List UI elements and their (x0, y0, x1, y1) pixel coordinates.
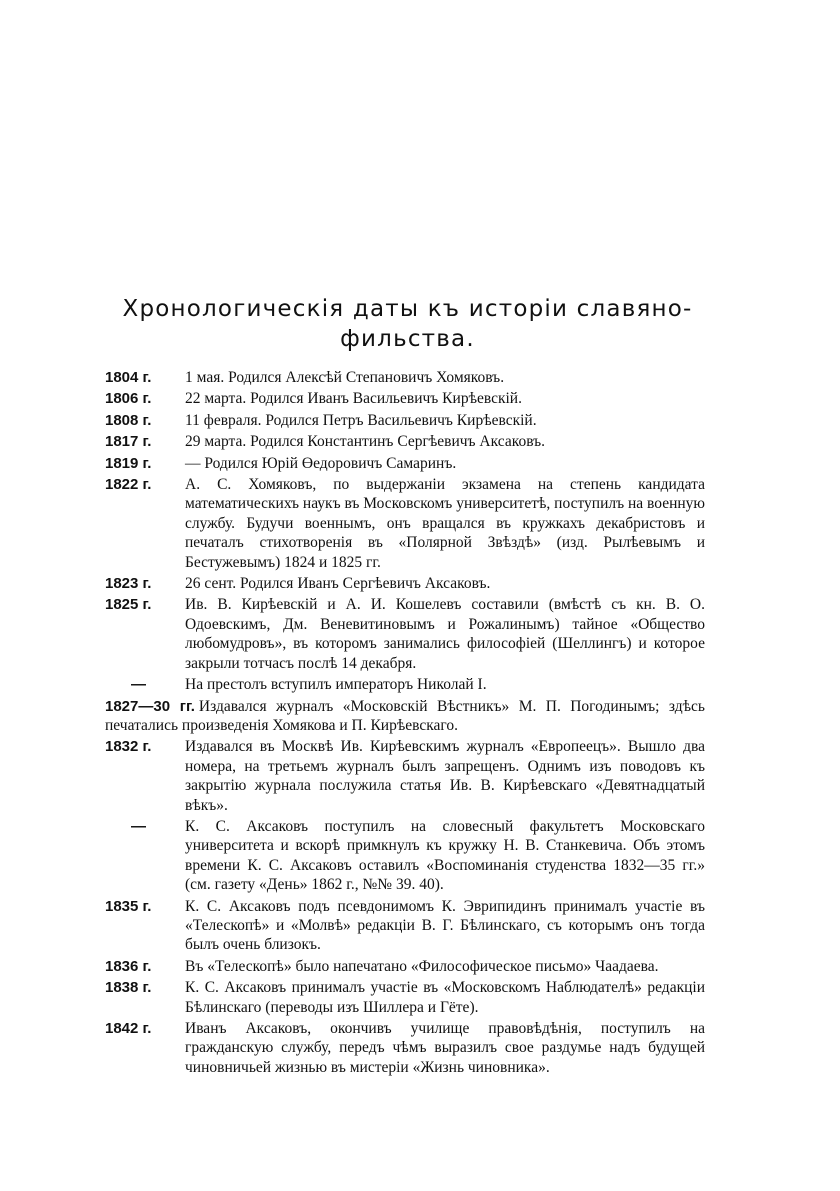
chronology-list (105, 368, 705, 1079)
entry-date: 1804 г. (105, 369, 152, 386)
entry-text: К. С. Аксаковъ подъ псевдонимомъ К. Эврипидинъ принималъ участіе въ «Телескопѣ» и «Молвѣ» редакціи В. Г. Бѣлинскаго, съ которымъ онъ тогда былъ очень близокъ. (185, 897, 705, 954)
entry-date: 1819 г. (105, 454, 152, 472)
entry-date: 1836 г. (105, 957, 152, 975)
entry-date: 1823 г. (105, 575, 152, 593)
chronology-entry (105, 368, 705, 387)
entry-text: 29 марта. Родился Константинъ Сергѣевичъ Аксаковъ. (185, 433, 546, 451)
chronology-entry (105, 411, 705, 430)
entry-text: К. С. Аксаковъ принималъ участіе въ «Московскомъ Наблюдателѣ» редакціи Бѣлинскаго (переводы изъ Шиллера и Гёте). (185, 979, 705, 1016)
chronology-entry (105, 432, 705, 451)
entry-date: 1808 г. (105, 411, 152, 429)
entry-text: 26 сент. Родился Иванъ Сергѣевичъ Аксаковъ. (185, 575, 491, 593)
chronology-entry (105, 897, 705, 955)
entry-text: На престолъ вступилъ императоръ Николай I. (185, 676, 487, 694)
entry-date: 1822 г. (105, 476, 152, 494)
chronology-entry (105, 454, 705, 473)
title-line-2: фильства. (340, 326, 475, 352)
entry-date: 1832 г. (105, 738, 152, 756)
entry-text: 1 мая. Родился Алексѣй Степановичъ Хомяковъ. (185, 369, 505, 386)
chronology-entry (105, 957, 705, 976)
entry-text: 22 марта. Родился Иванъ Васильевичъ Кирѣевскій. (185, 390, 522, 408)
page-title (100, 294, 715, 354)
entry-date: 1835 г. (105, 897, 152, 915)
entry-text: Ив. В. Кирѣевскій и А. И. Кошелевъ составили (вмѣстѣ съ кн. В. О. Одоевскимъ, Дм. Веневитиновымъ и Рожалинымъ) тайное «Общество любомудровъ», въ которомъ занимались философіей (Шеллингъ) и которое закрыли тотчасъ послѣ 14 декабря. (185, 596, 705, 672)
chronology-entry (105, 389, 705, 408)
entry-text: А. С. Хомяковъ, по выдержаніи экзамена на степень кандидата математическихъ наукъ въ Московскомъ университетѣ, поступилъ на военную службу. Будучи военнымъ, онъ вращался въ кружкахъ декабристовъ и печаталъ стихотворенія въ «Полярной Звѣздѣ» (изд. Рылѣевымъ и Бестужевымъ) 1824 и 1825 гг. (185, 476, 705, 571)
entry-date: 1825 г. (105, 596, 152, 614)
entry-text: Въ «Телескопѣ» было напечатано «Философическое письмо» Чаадаева. (185, 957, 659, 975)
entry-text: К. С. Аксаковъ поступилъ на словесный факультетъ Московскаго университета и вскорѣ примкнулъ къ кружку Н. В. Станкевича. Объ этомъ времени К. С. Аксаковъ оставилъ «Воспоминанія студенства 1832—35 гг.» (см. газету «День» 1862 г., №№ 39. 40). (185, 817, 705, 894)
entry-text: 11 февраля. Родился Петръ Васильевичъ Кирѣевскій. (185, 411, 537, 429)
chronology-entry (105, 595, 705, 673)
chronology-entry (105, 978, 705, 1017)
entry-text: Издавался журналъ «Московскій Вѣстникъ» М. П. Погодинымъ; здѣсь печатались произведенія Хомякова и П. Кирѣевскаго. (105, 697, 705, 734)
entry-date: — (131, 817, 146, 835)
chronology-entry (105, 817, 705, 895)
chronology-entry (105, 697, 705, 736)
chronology-entry (105, 675, 705, 694)
entry-date: 1838 г. (105, 979, 152, 997)
entry-text: — Родился Юрій Өедоровичъ Самаринъ. (185, 454, 457, 472)
chronology-entry (105, 475, 705, 572)
title-line-1: Хронологическія даты къ исторіи славяно- (122, 296, 693, 322)
entry-date: — (131, 676, 146, 694)
chronology-entry (105, 574, 705, 593)
chronology-entry (105, 1019, 705, 1077)
chronology-entry (105, 737, 705, 815)
entry-date: 1806 г. (105, 390, 152, 408)
entry-text: Иванъ Аксаковъ, окончивъ училище правовѣдѣнія, поступилъ на гражданскую службу, передъ чѣмъ выразилъ свое раздумье надъ будущей чиновничьей жизнью въ мистеріи «Жизнь чиновника». (185, 1020, 705, 1076)
entry-date: 1827—30 гг. (105, 697, 195, 715)
entry-text: Издавался въ Москвѣ Ив. Кирѣевскимъ журналъ «Европеецъ». Вышло два номера, на третьемъ журналъ былъ запрещенъ. Однимъ изъ поводовъ къ закрытію журнала послужила статья Ив. В. Кирѣевскаго «Девятнадцатый вѣкъ». (185, 738, 705, 814)
entry-date: 1817 г. (105, 433, 152, 451)
entry-date: 1842 г. (105, 1020, 152, 1037)
